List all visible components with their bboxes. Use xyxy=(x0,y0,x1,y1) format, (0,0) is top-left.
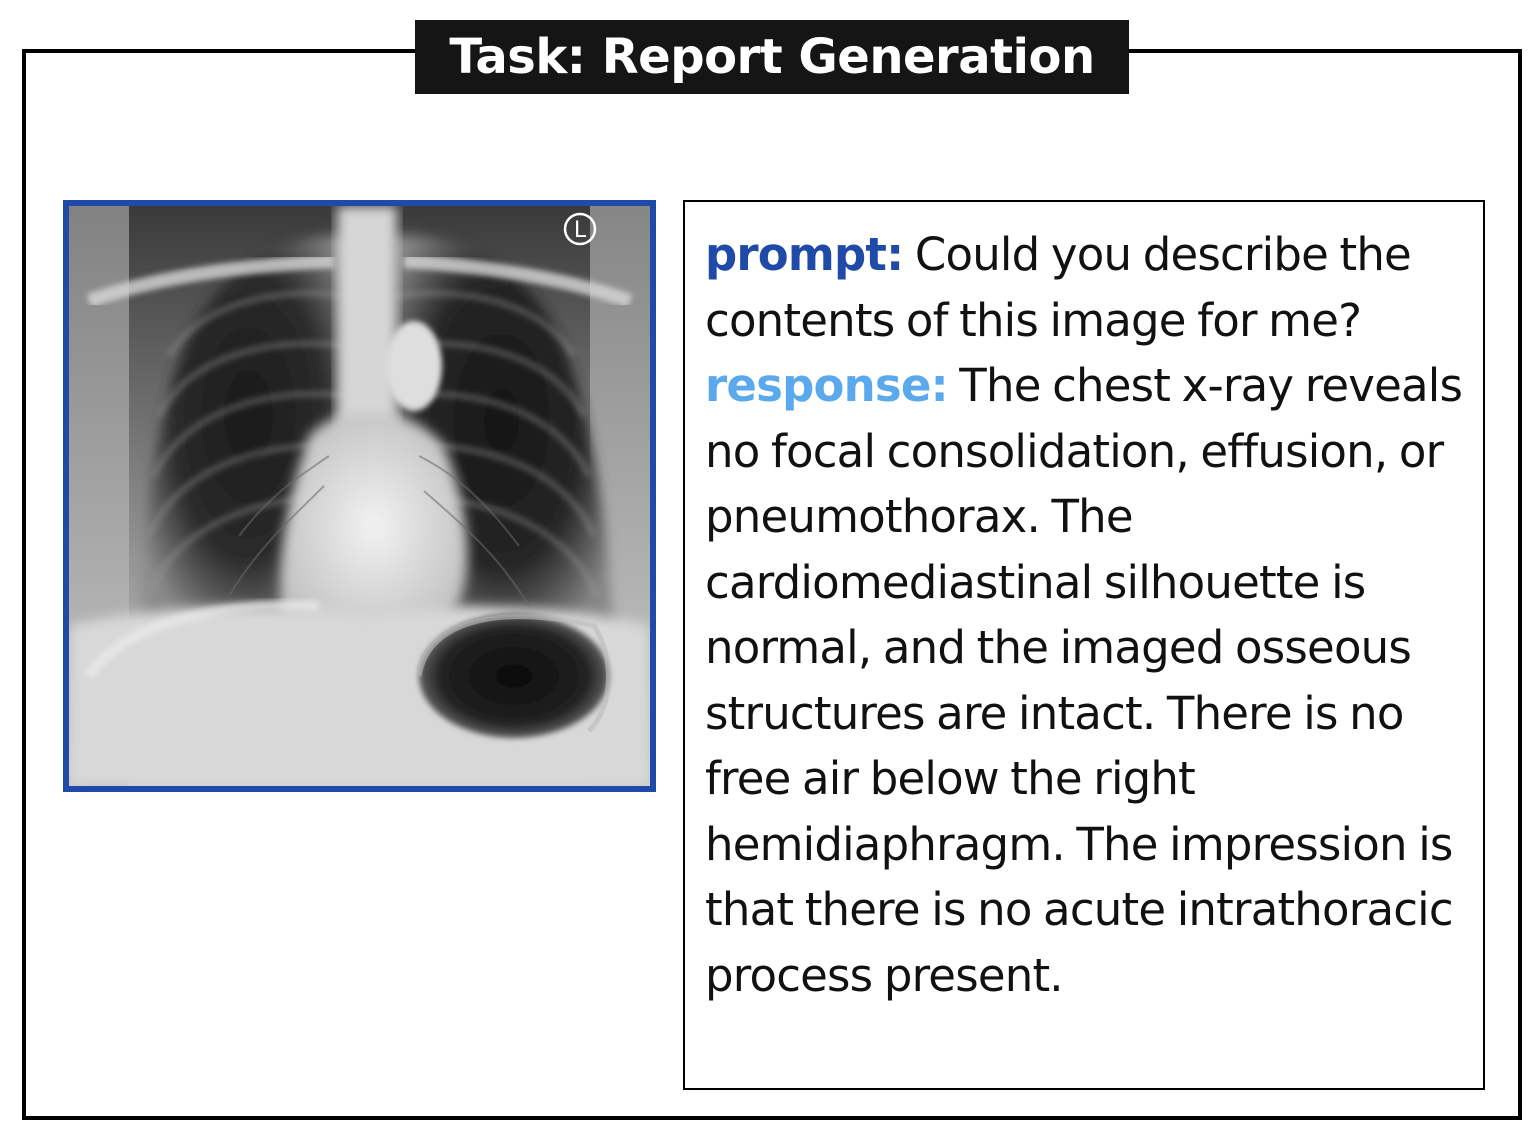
qa-panel xyxy=(683,200,1485,1090)
xray-figure xyxy=(63,200,656,792)
task-title: Task: Report Generation xyxy=(415,20,1129,94)
response-text: The chest x-ray reveals no focal consolidation, effusion, or pneumothorax. The cardiomediastinal silhouette is normal, and the imaged osseous structures are intact. There is no free air below the right hemidiaphragm. The impression is that there is no acute intrathoracic process present. xyxy=(705,359,1463,1002)
prompt-label: prompt: xyxy=(705,228,904,281)
response-label: response: xyxy=(705,359,948,412)
chest-xray-image xyxy=(69,206,650,786)
qa-text xyxy=(705,222,1473,1008)
prompt-text: Could you describe the contents of this image for me? xyxy=(705,228,1411,347)
laterality-marker-label: L xyxy=(573,218,587,243)
